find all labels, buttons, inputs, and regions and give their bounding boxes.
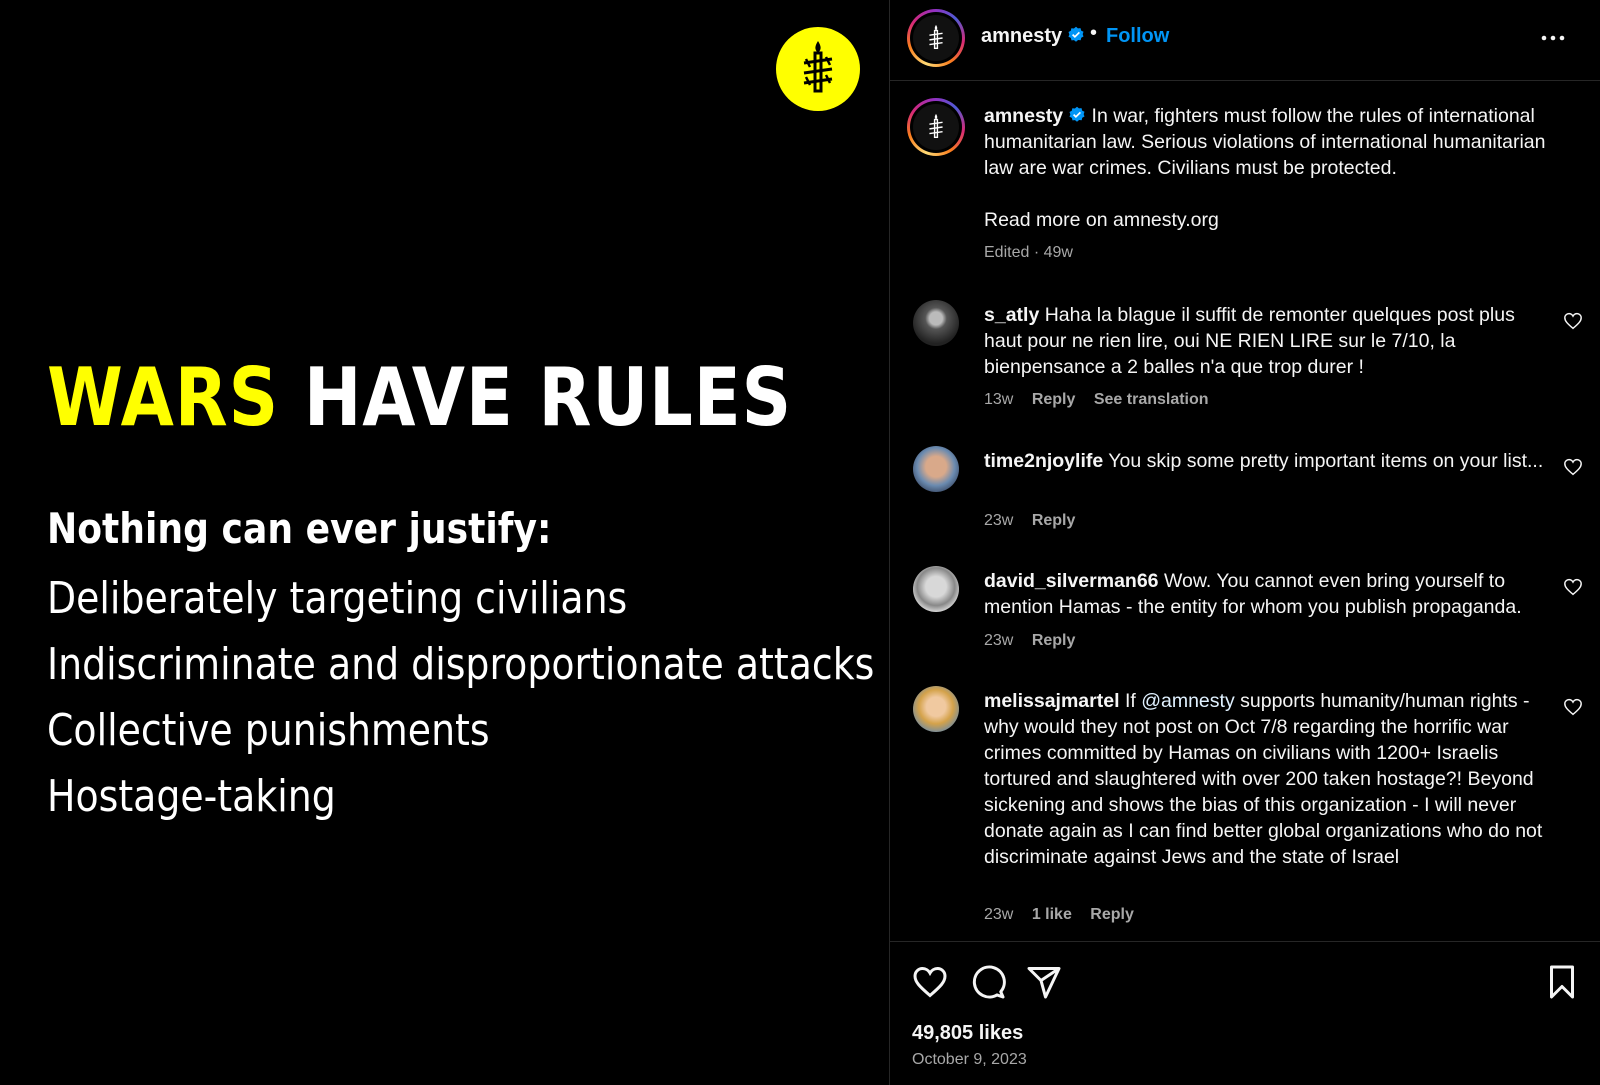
comment-username[interactable]: melissajmartel bbox=[984, 690, 1120, 712]
candle-barbed-wire-icon bbox=[796, 37, 840, 101]
mention-link[interactable]: @amnesty bbox=[1141, 690, 1235, 712]
avatar[interactable] bbox=[913, 686, 959, 732]
headline-white: HAVE RULES bbox=[303, 351, 793, 444]
comment-username[interactable]: time2njoylife bbox=[984, 450, 1104, 472]
candle-barbed-wire-icon bbox=[925, 23, 947, 53]
comment-text bbox=[984, 688, 1544, 870]
comment-likes[interactable]: 1 like bbox=[1031, 906, 1072, 923]
post-header bbox=[890, 0, 1600, 81]
candle-barbed-wire-icon bbox=[925, 112, 947, 142]
username[interactable] bbox=[981, 25, 1085, 48]
reply-button[interactable]: Reply bbox=[1031, 391, 1076, 408]
reply-button[interactable]: Reply bbox=[1031, 512, 1076, 529]
bookmark-icon[interactable] bbox=[1544, 964, 1580, 1000]
comment-text bbox=[984, 448, 1544, 474]
verified-badge-icon bbox=[1067, 26, 1085, 44]
comment-body: You skip some pretty important items on your list... bbox=[1108, 450, 1544, 472]
heart-icon[interactable] bbox=[1563, 312, 1583, 330]
comment-username[interactable]: david_silverman66 bbox=[984, 570, 1159, 592]
post-actions bbox=[890, 941, 1600, 1085]
comment-username[interactable]: s_atly bbox=[984, 304, 1040, 326]
caption-username[interactable]: amnesty bbox=[984, 105, 1064, 127]
comment-meta bbox=[984, 512, 1089, 530]
separator-dot: • bbox=[1090, 22, 1098, 44]
subhead: Nothing can ever justify: bbox=[47, 504, 552, 553]
avatar[interactable] bbox=[913, 566, 959, 612]
likes-count[interactable]: 49,805 likes bbox=[912, 1022, 1024, 1044]
heart-icon[interactable] bbox=[1563, 578, 1583, 596]
rule-item: Hostage-taking bbox=[47, 771, 336, 822]
post-date[interactable]: October 9, 2023 bbox=[912, 1051, 1027, 1068]
comment-text bbox=[984, 302, 1544, 380]
headline-yellow: WARS bbox=[47, 351, 280, 444]
comment-text bbox=[984, 568, 1544, 620]
avatar[interactable] bbox=[913, 300, 959, 346]
comment-meta bbox=[984, 906, 1148, 924]
comment-meta bbox=[984, 391, 1223, 409]
username-text[interactable]: amnesty bbox=[981, 25, 1063, 47]
heart-icon[interactable] bbox=[1563, 698, 1583, 716]
comment-body: Wow. You cannot even bring yourself to mention Hamas - the entity for whom you publish propaganda. bbox=[984, 570, 1522, 618]
like-heart-icon[interactable] bbox=[912, 964, 948, 1000]
avatar[interactable] bbox=[913, 446, 959, 492]
follow-button[interactable]: Follow bbox=[1106, 25, 1170, 47]
rule-item: Collective punishments bbox=[47, 705, 490, 756]
comment-body: Haha la blague il suffit de remonter quelques post plus haut pour ne rien lire, oui NE RIEN LIRE sur le 7/10, la bienpensance a 2 balles n'a que trop durer ! bbox=[984, 304, 1515, 378]
caption-meta: Edited · 49w bbox=[984, 244, 1073, 261]
comment-meta bbox=[984, 632, 1089, 650]
more-options-icon[interactable] bbox=[1539, 28, 1567, 48]
heart-icon[interactable] bbox=[1563, 458, 1583, 476]
verified-badge-icon bbox=[1068, 106, 1086, 124]
amnesty-logo bbox=[776, 27, 860, 111]
see-translation-button[interactable]: See translation bbox=[1093, 391, 1209, 408]
comment-bubble-icon[interactable] bbox=[970, 964, 1006, 1000]
rule-item: Deliberately targeting civilians bbox=[47, 573, 628, 624]
post-caption bbox=[984, 103, 1554, 233]
rule-item: Indiscriminate and disproportionate attacks bbox=[47, 639, 875, 690]
comment-time[interactable]: 23w bbox=[984, 906, 1014, 923]
avatar[interactable] bbox=[907, 9, 965, 67]
reply-button[interactable]: Reply bbox=[1090, 906, 1134, 923]
share-send-icon[interactable] bbox=[1026, 964, 1062, 1000]
comment-body-prefix: If bbox=[1124, 690, 1136, 712]
avatar[interactable] bbox=[907, 98, 965, 156]
post-side-panel bbox=[889, 0, 1600, 1085]
reply-button[interactable]: Reply bbox=[1031, 632, 1076, 649]
rules-list bbox=[47, 566, 874, 830]
comment-time[interactable]: 13w bbox=[984, 391, 1014, 408]
headline bbox=[47, 350, 792, 446]
comment-time[interactable]: 23w bbox=[984, 632, 1014, 649]
caption-text: In war, fighters must follow the rules of international humanitarian law. Serious violations of international humanitarian law are war crimes. Civilians must be protected. Read more on amnesty.org bbox=[984, 105, 1546, 231]
comment-time[interactable]: 23w bbox=[984, 512, 1014, 529]
comment-body: supports humanity/human rights - why would they not post on Oct 7/8 regarding the horrific war crimes committed by Hamas on civilians with 1200+ Israelis tortured and slaughtered with over 200 taken hostage?! Beyond sickening and shows the bias of this organization - I will never donate again as I can find better global organizations who do not discriminate against Jews and the state of Israel bbox=[984, 690, 1543, 868]
